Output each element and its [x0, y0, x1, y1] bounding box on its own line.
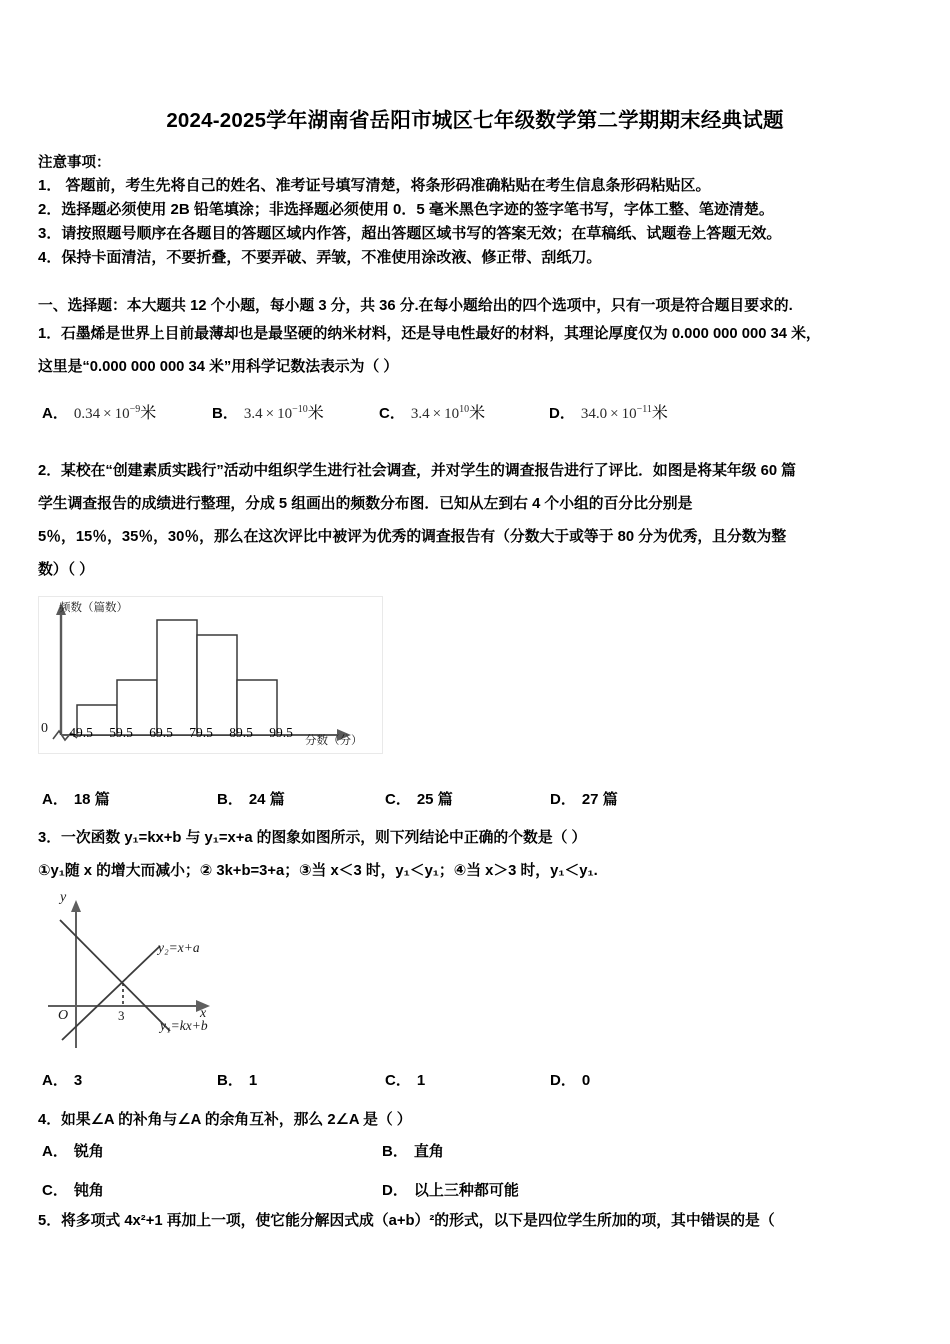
question-2: [38, 455, 933, 587]
option-3-B-label: B．: [217, 1072, 243, 1089]
option-3-D-text: 0: [581, 1072, 591, 1089]
section-heading-choice: 一、选择题：本大题共 12 个小题，每小题 3 分，共 36 分.在每小题给出的四个选项中，只有一项是符合题目要求的.: [38, 298, 793, 314]
question-2-line-3: 5％，15％，35％，30％，那么在这次评比中被评为优秀的调查报告有（分数大于或等于 80 分为优秀，且分数为整: [38, 529, 787, 545]
option-1-C-label: C．: [379, 405, 405, 422]
option-1-A-label: A．: [42, 405, 68, 422]
question-2-line-1: 2．某校在“创建素质实践行”活动中组织学生进行社会调查，并对学生的调查报告进行了评比．如图是将某年级 60 篇: [38, 463, 796, 479]
option-1-D-value: $34.0 \times 10^{-11}$米: [580, 404, 668, 422]
option-2-B-text: 24 篇: [248, 791, 285, 808]
option-2-D-label: D．: [550, 791, 576, 808]
option-4-A-text: 锐角: [73, 1143, 104, 1160]
option-2-D[interactable]: [550, 788, 618, 809]
option-2-A-text: 18 篇: [73, 791, 110, 808]
graph-origin-label: O: [58, 1008, 69, 1023]
hist-y-axis-label: 频数（篇数）: [59, 602, 128, 614]
option-2-B-label: B．: [217, 791, 243, 808]
hist-x-tick-4: 79.5: [189, 725, 213, 740]
option-3-C[interactable]: [385, 1069, 550, 1090]
notice-item-2: 2．选择题必须使用 2B 铅笔填涂；非选择题必须使用 0．5 毫米黑色字迹的签字笔书写，字体工整、笔迹清楚。: [38, 201, 774, 218]
option-4-C-text: 钝角: [73, 1182, 104, 1199]
option-1-D[interactable]: [549, 400, 668, 423]
option-1-B-value: $3.4 \times 10^{-10}$米: [243, 404, 324, 422]
question-1: [38, 318, 933, 384]
question-2-line-4: 数）（ ）: [38, 562, 94, 578]
graph-y-axis-arrow-icon: [71, 900, 81, 912]
question-1-options: [42, 400, 668, 423]
question-3-line-2: ①y₁随 x 的增大而减小；② 3k+b=3+a；③当 x＜3 时，y₁＜y₁；④当 x＞3 时，y₁＜y₁.: [38, 863, 598, 879]
option-1-C[interactable]: [379, 400, 549, 423]
option-3-D[interactable]: [550, 1069, 590, 1090]
hist-x-tick-3: 69.5: [149, 725, 173, 740]
question-3-options: [42, 1069, 590, 1090]
linear-functions-figure: [40, 888, 318, 1056]
question-1-line-2: 这里是“0.000 000 000 34 米”用科学记数法表示为（ ）: [38, 359, 399, 375]
notice-item-4: 4．保持卡面清洁，不要折叠，不要弄破、弄皱，不准使用涂改液、修正带、刮纸刀。: [38, 249, 602, 266]
question-2-line-2: 学生调查报告的成绩进行整理，分成 5 组画出的频数分布图．已知从左到右 4 个小组的百分比分别是: [38, 496, 693, 512]
page-title: 2024-2025学年湖南省岳阳市城区七年级数学第二学期期末经典试题: [166, 109, 784, 132]
option-2-A-label: A．: [42, 791, 68, 808]
hist-x-tick-2: 59.5: [109, 725, 133, 740]
notice-item-3: 3．请按照题号顺序在各题目的答题区域内作答，超出答题区域书写的答案无效；在草稿纸、试题卷上答题无效。: [38, 225, 782, 242]
option-1-B[interactable]: [212, 400, 379, 423]
option-2-A[interactable]: [42, 788, 217, 809]
option-2-D-text: 27 篇: [581, 791, 618, 808]
hist-x-tick-1: 49.5: [69, 725, 93, 740]
hist-x-tick-6: 99.5: [269, 725, 293, 740]
option-4-A-label: A．: [42, 1143, 68, 1160]
option-3-B-text: 1: [248, 1072, 258, 1089]
option-2-C-text: 25 篇: [416, 791, 453, 808]
option-1-D-label: D．: [549, 405, 575, 422]
option-4-D-text: 以上三种都可能: [413, 1182, 519, 1199]
graph-series-label-y1: y₁=kx+b: [160, 1018, 208, 1033]
frequency-histogram-figure: [38, 596, 383, 754]
question-4: [38, 1104, 933, 1137]
option-1-A[interactable]: [42, 400, 212, 423]
hist-x-tick-5: 89.5: [229, 725, 253, 740]
notice-item-1: 1． 答题前，考生先将自己的姓名、准考证号填写清楚，将条形码准确粘贴在考生信息条形码粘贴区。: [38, 177, 711, 194]
option-2-C[interactable]: [385, 788, 550, 809]
question-5: [38, 1205, 938, 1238]
option-3-A[interactable]: [42, 1069, 217, 1090]
notice-block: [38, 152, 918, 270]
option-2-C-label: C．: [385, 791, 411, 808]
question-4-options-row-2: [42, 1179, 519, 1200]
option-4-D-label: D．: [382, 1182, 408, 1199]
question-5-line-1: 5．将多项式 4x²+1 再加上一项，使它能分解因式成（a+b）²的形式，以下是四位学生所加的项，其中错误的是（: [38, 1213, 775, 1229]
option-1-C-value: $3.4 \times 10^{10}$米: [410, 404, 486, 422]
option-4-B-text: 直角: [413, 1143, 444, 1160]
option-4-C[interactable]: [42, 1179, 382, 1200]
option-1-A-value: $0.34 \times 10^{-9}$米: [73, 404, 157, 422]
hist-x-tick-labels: [61, 725, 321, 741]
hist-bar-3: [157, 620, 197, 735]
question-1-line-1: 1．石墨烯是世界上目前最薄却也是最坚硬的纳米材料，还是导电性最好的材料，其理论厚度仅为 0.000 000 000 34 米，: [38, 326, 821, 342]
option-4-D[interactable]: [382, 1179, 519, 1200]
option-3-C-text: 1: [416, 1072, 426, 1089]
option-3-C-label: C．: [385, 1072, 411, 1089]
option-3-D-label: D．: [550, 1072, 576, 1089]
question-3-line-1: 3．一次函数 y₁=kx+b 与 y₁=x+a 的图象如图所示，则下列结论中正确的个数是（ ）: [38, 830, 587, 846]
graph-x-annotation: 3: [118, 1008, 125, 1023]
hist-x-axis-label: 分数（分）: [305, 735, 363, 747]
question-3: [38, 822, 933, 888]
option-2-B[interactable]: [217, 788, 385, 809]
option-4-A[interactable]: [42, 1140, 382, 1161]
question-4-options-row-1: [42, 1140, 444, 1161]
hist-bar-4: [197, 635, 237, 735]
option-4-B-label: B．: [382, 1143, 408, 1160]
option-4-B[interactable]: [382, 1140, 444, 1161]
notice-heading: 注意事项：: [38, 155, 111, 171]
option-3-A-text: 3: [73, 1072, 83, 1089]
question-2-options: [42, 788, 618, 809]
graph-x-axis-label: x: [200, 1006, 207, 1021]
hist-origin-label: 0: [41, 721, 48, 736]
option-3-B[interactable]: [217, 1069, 385, 1090]
option-3-A-label: A．: [42, 1072, 68, 1089]
option-1-B-label: B．: [212, 405, 238, 422]
graph-y-axis-label: y: [60, 890, 67, 905]
option-4-C-label: C．: [42, 1182, 68, 1199]
graph-series-label-y2: y₂=x+a: [158, 940, 200, 955]
question-4-line-1: 4．如果∠A 的补角与∠A 的余角互补，那么 2∠A 是（ ）: [38, 1112, 412, 1128]
